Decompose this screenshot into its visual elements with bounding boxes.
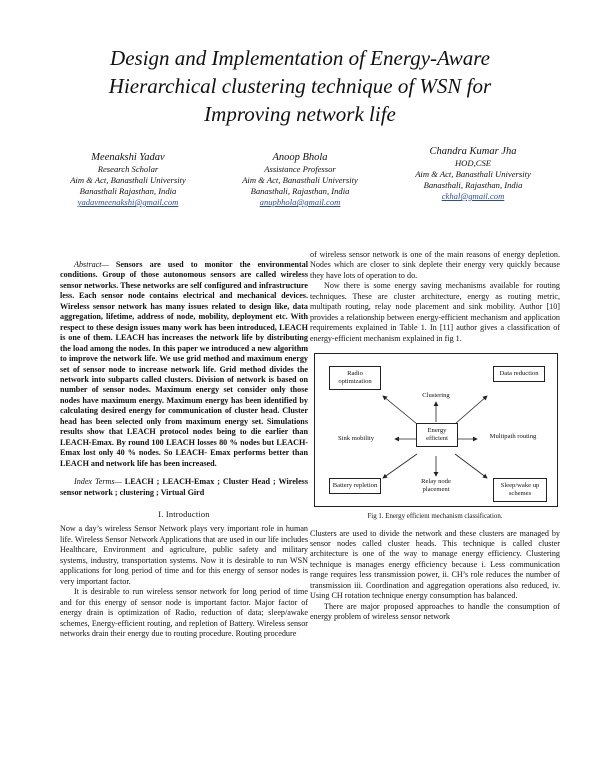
index-terms-label: Index Terms—: [74, 477, 122, 487]
author-name: Meenakshi Yadav: [91, 152, 165, 163]
abstract: [60, 260, 308, 469]
author-location: Banasthali, Rajasthan, India: [423, 180, 523, 190]
body-paragraph: It is desirable to run wireless sensor network for long period of time and for this energy of sensor node is important factor. Major factor of energy drain is optimization of Radio, reduction of data; sleep/awake schemes, Energy-efficient routing, and repletion of Battery. Wireless sensor networks drain their energy due to routing procedure. Routing procedure: [60, 587, 308, 638]
body-paragraph: Now there is some energy saving mechanisms available for routing techniques. These are cluster architecture, energy as routing metric, multipath routing, relay node placement and sink mobility. Author [10] provides a relationship between energy-efficient mechanism and application requirements explained in Table 1. In [11] author gives a classification of energy-efficient mechanism explained in fig 1.: [310, 281, 560, 343]
abstract-text: Sensors are used to monitor the environmental conditions. Group of those autonomous sensors are called wireless sensor networks. These networks are self configured and infrastructure less. Each sensor node contains electrical and mechanical devices. Wireless sensor network has many issues related to design like, data aggregation, lifetime, address of node, mobility, deployment etc. With respect to these design issues many work has been introduced, LEACH is one of them. LEACH has increases the network life by distributing the load among the nodes. In this paper we introduced a new algorithm to improve the network life. We use grid method and maximum energy set of sensor node to increase network life. Grid method divides the network into subparts called clusters. Division of network is based on number of sensor nodes. Maximum energy set consider only those nodes have maximum energy. Maximum energy has been identified by calculating desired energy for communication of cluster head. Cluster head has been selected only from maximum energy set. Simulations results show that LEACH protocol nodes being to die earlier than LEACH-Emax. By round 100 LEACH losses 80 % nodes but LEACH-Emax lost only 40 % nodes. So LEACH- Emax performs better than LEACH and network life has been increased.: [60, 260, 308, 468]
node-sink-mobility: Sink mobility: [337, 435, 375, 443]
index-terms-text: LEACH ; LEACH-Emax ; Cluster Head ; Wireless sensor network ; clustering ; Virtual Gird: [60, 477, 308, 497]
node-clustering: Clustering: [422, 392, 450, 400]
author-location: Banasthali, Rajasthan, India: [250, 186, 350, 196]
right-column: [310, 250, 560, 623]
author-block: [33, 151, 223, 208]
figure-caption: Fig 1. Energy efficient mechanism classification.: [367, 513, 503, 521]
arrow: [383, 396, 417, 424]
title-line: Design and Implementation of Energy-Aware: [110, 46, 490, 70]
node-sleep-wake-up: Sleep/wake up schemes: [493, 478, 547, 502]
author-affiliation: Aim & Act, Banasthali University: [242, 175, 358, 185]
author-email-link[interactable]: ckhal@gmail.com: [441, 191, 505, 201]
author-email-link[interactable]: yadavmeenakshi@gmail.com: [77, 197, 179, 207]
author-name: Anoop Bhola: [272, 152, 328, 163]
figure-diagram: [314, 353, 558, 507]
arrow: [455, 396, 487, 424]
body-paragraph: Clusters are used to divide the network and these clusters are managed by sensor nodes called cluster heads. This technique is called cluster architecture is one of the way to manage energy efficiency. Clustering technique is manages energy efficiency because i. Less communication range requires less transmission power, ii. CH’s role reduces the number of transmission iii. Coordination and aggregation operations also reduced, iv. Using CH rotation technique energy consumption has balanced.: [310, 528, 560, 601]
paper-title: [60, 44, 540, 128]
node-multipath-routing: Multipath routing: [489, 433, 537, 441]
title-line: Improving network life: [204, 102, 396, 126]
body-paragraph: There are major proposed approaches to handle the consumption of energy problem of wireless sensor network: [310, 601, 560, 622]
title-line: Hierarchical clustering technique of WSN for: [108, 74, 492, 98]
node-energy-efficient: Energy efficient: [416, 423, 458, 447]
author-block: [378, 145, 568, 202]
arrow: [383, 454, 417, 478]
arrow: [455, 454, 487, 478]
author-affiliation: Aim & Act, Banasthali University: [70, 175, 186, 185]
left-column: [60, 260, 308, 639]
node-relay-node-placement: Relay node placement: [421, 478, 451, 494]
node-data-reduction: Data reduction: [493, 366, 545, 382]
author-affiliation: Aim & Act, Banasthali University: [415, 169, 531, 179]
author-role: Assistance Professor: [264, 164, 336, 174]
author-name: Chandra Kumar Jha: [429, 146, 517, 157]
author-block: [205, 151, 395, 208]
author-location: Banasthali Rajasthan, India: [79, 186, 177, 196]
index-terms: [60, 477, 308, 498]
author-email-link[interactable]: anupbhola@gmail.com: [259, 197, 341, 207]
author-role: HOD,CSE: [454, 158, 492, 168]
author-role: Research Scholar: [97, 164, 159, 174]
node-battery-repletion: Battery repletion: [329, 478, 381, 494]
body-paragraph: Now a day’s wireless Sensor Network plays very important role in human life. Wireless Sensor Network Applications that are used in our life includes Healthcare, Environment and agriculture, public safety and military systems, industry, transportation systems. Now it is desirable to run WSN applications for long period of time and for this energy of sensor nodes is very important factor.: [60, 524, 308, 586]
section-heading: I. Introduction: [158, 509, 210, 519]
abstract-label: Abstract—: [74, 260, 109, 269]
node-radio-optimization: Radio optimization: [329, 366, 381, 390]
body-paragraph: of wireless sensor network is one of the main reasons of energy depletion. Nodes which are closer to sink deplete their energy very quickly because they have lots of operation to do.: [310, 250, 560, 280]
